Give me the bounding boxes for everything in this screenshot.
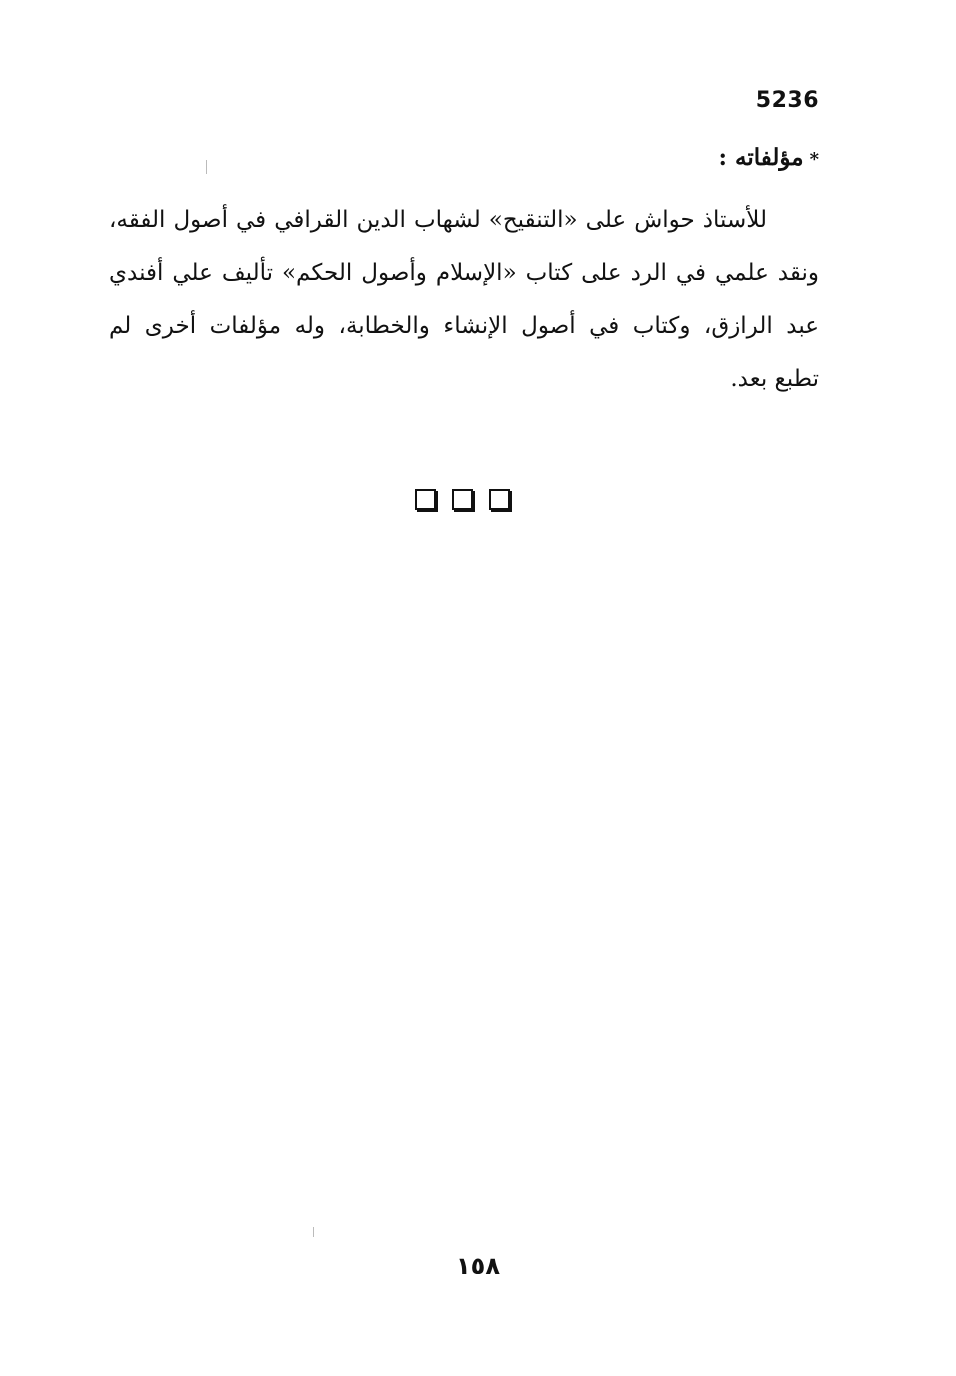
- scan-artifact: [206, 160, 207, 174]
- separator-box-icon: [489, 489, 510, 510]
- body-line: عبد الرازق، وكتاب في أصول الإنشاء والخطابة، وله مؤلفات أخرى لم: [109, 313, 819, 339]
- section-heading-text: مؤلفاته :: [718, 144, 804, 171]
- scan-artifact: [313, 1227, 314, 1237]
- page-number: ١٥٨: [456, 1252, 500, 1280]
- body-paragraph: [109, 194, 819, 406]
- record-id: 5236: [755, 88, 819, 113]
- body-line: ونقد علمي في الرد على كتاب «الإسلام وأصول الحكم» تأليف علي أفندي: [109, 260, 819, 286]
- section-separator: [415, 489, 510, 510]
- section-heading: [718, 144, 819, 171]
- body-line: للأستاذ حواش على «التنقيح» لشهاب الدين القرافي في أصول الفقه،: [109, 207, 767, 233]
- separator-box-icon: [452, 489, 473, 510]
- separator-box-icon: [415, 489, 436, 510]
- asterisk-bullet-icon: *: [809, 149, 819, 170]
- body-line: تطبع بعد.: [730, 366, 819, 392]
